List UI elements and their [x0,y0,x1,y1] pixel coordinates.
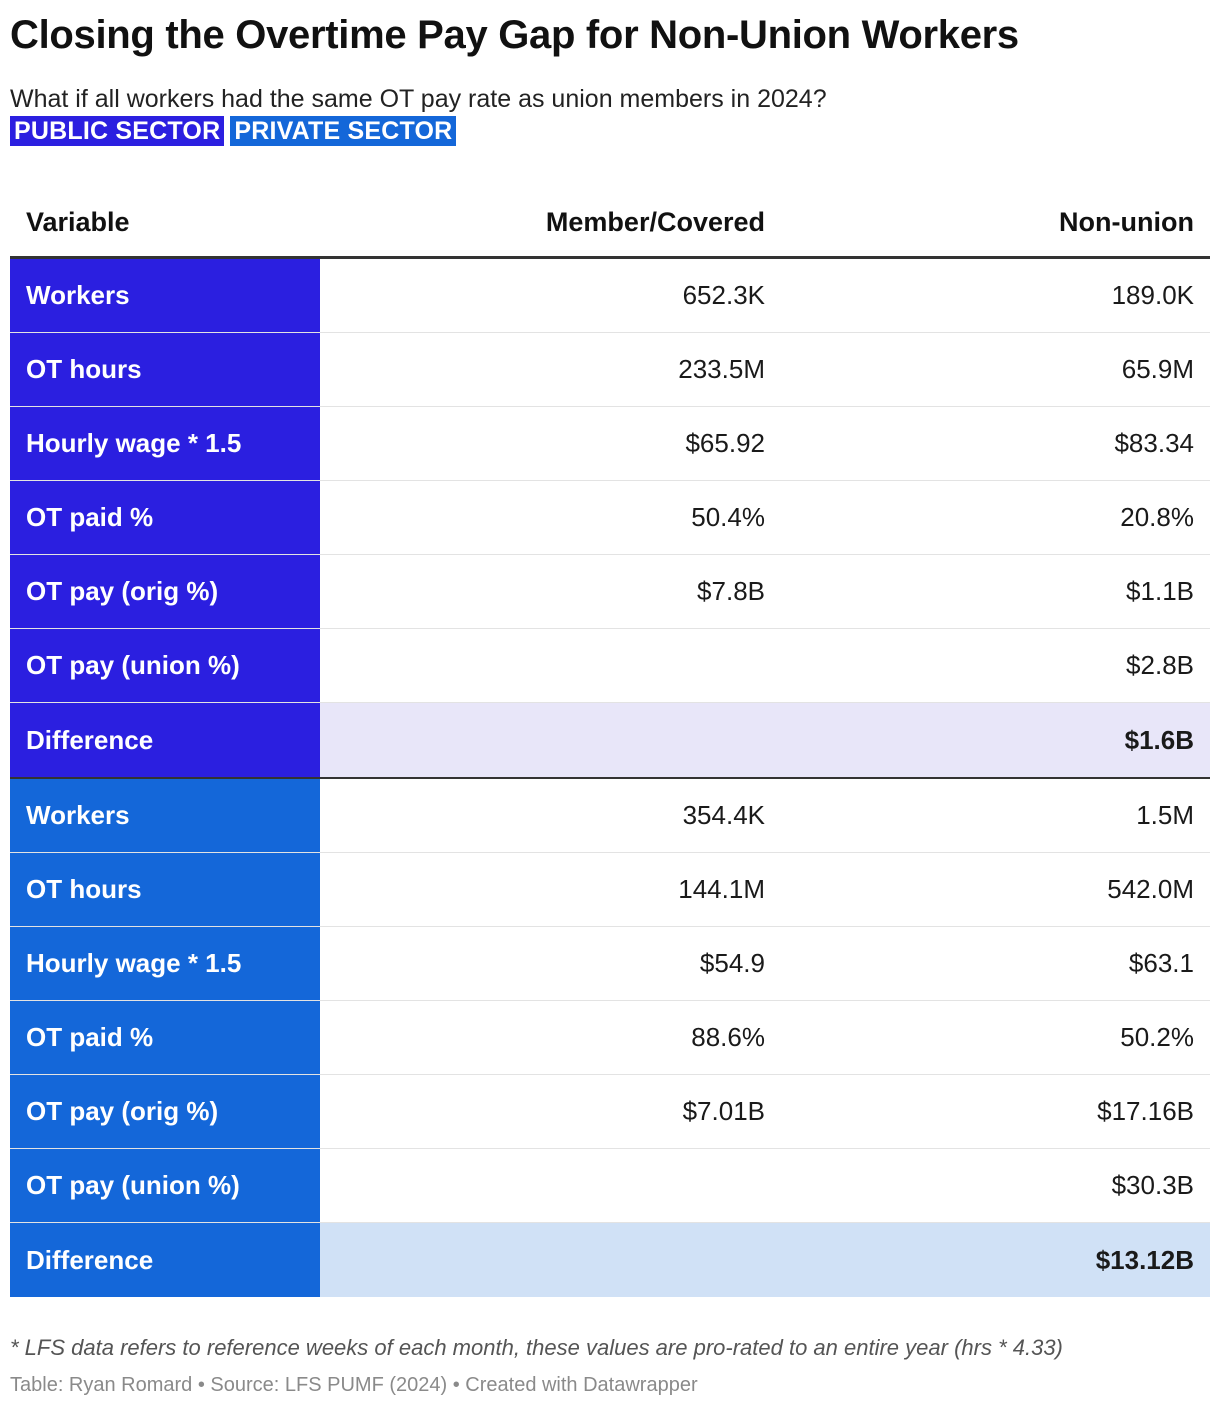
cell-member-covered: $65.92 [685,428,765,458]
legend-private-sector: PRIVATE SECTOR [230,116,456,146]
cell-non-union: 65.9M [1121,354,1194,384]
cell-non-union: 1.5M [1136,800,1194,830]
cell-non-union: 50.2% [1120,1022,1194,1052]
cell-non-union: $1.1B [1126,576,1194,606]
table-row [10,779,1210,853]
cell-non-union: $63.1 [1128,948,1194,978]
cell-variable: OT pay (orig %) [10,555,320,628]
table-row [10,1149,1210,1223]
table-row [10,927,1210,1001]
cell-non-union: $13.12B [1095,1244,1194,1275]
cell-member-covered [320,629,765,702]
table-row [10,333,1210,407]
cell-member-covered: 233.5M [678,354,765,384]
table-row [10,481,1210,555]
table-row [10,629,1210,703]
cell-variable: OT pay (orig %) [10,1075,320,1148]
cell-member-covered: $54.9 [699,948,765,978]
data-table [10,188,1210,1297]
cell-non-union: 189.0K [1111,280,1194,310]
table-row-difference [10,1223,1210,1297]
table-row [10,259,1210,333]
table-row [10,853,1210,927]
table-row-difference [10,703,1210,777]
cell-variable: OT hours [10,333,320,406]
cell-member-covered: 354.4K [682,800,765,830]
cell-variable: OT paid % [10,1001,320,1074]
cell-non-union: $2.8B [1126,650,1194,680]
cell-member-covered: $7.8B [697,576,765,606]
cell-member-covered: 144.1M [678,874,765,904]
cell-member-covered: $7.01B [682,1096,765,1126]
table-section-private-sector [10,779,1210,1297]
credit-line: Table: Ryan Romard • Source: LFS PUMF (2024) • Created with Datawrapper [10,1374,698,1396]
legend-public-sector: PUBLIC SECTOR [10,116,224,146]
cell-variable: Difference [10,703,320,777]
cell-variable: OT pay (union %) [10,629,320,702]
table-row [10,555,1210,629]
table-body [10,259,1210,1297]
column-header-member-covered: Member/Covered [545,207,765,237]
column-header-variable: Variable [26,207,130,237]
cell-variable: Workers [10,779,320,852]
cell-variable: Hourly wage * 1.5 [10,407,320,480]
chart-subtitle: What if all workers had the same OT pay rate as union members in 2024? [10,85,827,113]
cell-non-union: $30.3B [1111,1170,1194,1200]
cell-member-covered: 88.6% [691,1022,765,1052]
table-row [10,1001,1210,1075]
cell-variable: OT paid % [10,481,320,554]
cell-member-covered: 50.4% [691,502,765,532]
chart-title: Closing the Overtime Pay Gap for Non-Union Workers [10,13,1019,57]
cell-variable: OT pay (union %) [10,1149,320,1222]
cell-variable: OT hours [10,853,320,926]
chart-container [10,0,1210,1396]
table-header [10,188,1210,259]
table-section-public-sector [10,259,1210,777]
cell-non-union: $83.34 [1114,428,1194,458]
cell-non-union: $17.16B [1097,1096,1194,1126]
cell-member-covered [320,1149,765,1222]
footnote: * LFS data refers to reference weeks of each month, these values are pro-rated to an entire year (hrs * 4.33) [10,1335,1063,1360]
cell-member-covered: 652.3K [682,280,765,310]
table-row [10,407,1210,481]
cell-member-covered [320,1223,765,1297]
legend [10,116,456,146]
column-header-non-union: Non-union [1059,207,1194,237]
cell-non-union: $1.6B [1124,724,1194,755]
table-row [10,1075,1210,1149]
cell-non-union: 20.8% [1120,502,1194,532]
cell-variable: Hourly wage * 1.5 [10,927,320,1000]
cell-variable: Difference [10,1223,320,1297]
cell-non-union: 542.0M [1107,874,1194,904]
cell-variable: Workers [10,259,320,332]
cell-member-covered [320,703,765,777]
